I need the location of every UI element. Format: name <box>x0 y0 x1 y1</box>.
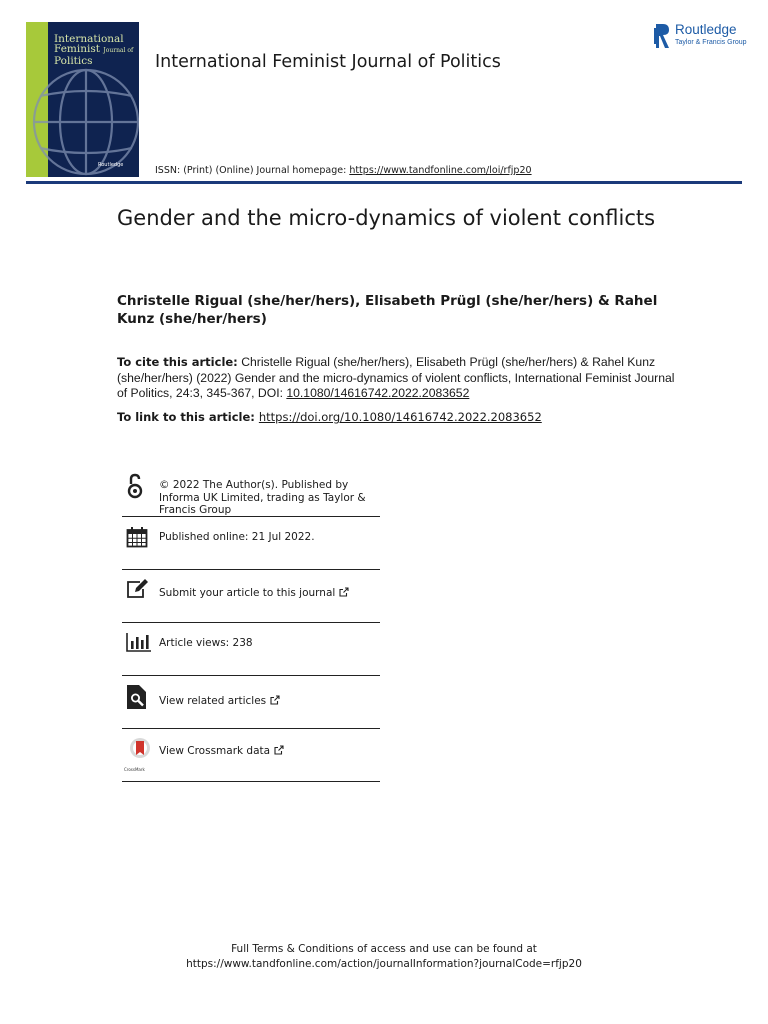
footer-line-1: Full Terms & Conditions of access and use can be found at <box>231 943 537 955</box>
cover-title: International Feminist Journal of Politics <box>54 33 134 67</box>
cite-text: Christelle Rigual (she/her/hers), Elisabeth Prügl (she/her/hers) & Rahel Kunz (she/her/hers) (2022) Gender and the micro-dynamics of violent conflicts, International Feminist Journal of Politics, 24:3, 345-367, DOI: <box>117 355 675 400</box>
crossmark-icon <box>126 737 154 765</box>
article-info-list <box>122 470 380 782</box>
article-views-text: Article views: 238 <box>159 637 253 649</box>
calendar-icon <box>126 526 148 548</box>
article-doi-link[interactable]: https://doi.org/10.1080/14616742.2022.2083652 <box>258 410 542 424</box>
link-label: To link to this article: <box>117 410 255 424</box>
external-link-icon <box>274 745 284 755</box>
external-link-icon <box>339 587 349 597</box>
header-divider <box>26 181 742 184</box>
external-link-icon <box>270 695 280 705</box>
document-search-icon <box>126 684 148 710</box>
article-link-line <box>117 410 677 424</box>
cite-label: To cite this article: <box>117 355 238 369</box>
open-access-row <box>122 470 380 517</box>
crossmark-row[interactable] <box>122 729 380 782</box>
issn-line <box>155 165 532 176</box>
cover-publisher-mark: Routledge <box>98 162 124 168</box>
journal-name: International Feminist Journal of Politics <box>155 52 501 72</box>
cite-doi-link[interactable]: 10.1080/14616742.2022.2083652 <box>286 386 470 400</box>
journal-homepage-link[interactable]: https://www.tandfonline.com/loi/rfjp20 <box>349 165 532 176</box>
published-text: Published online: 21 Jul 2022. <box>159 531 315 543</box>
article-title: Gender and the micro-dynamics of violent conflicts <box>117 206 656 230</box>
globe-graphic <box>26 62 139 177</box>
issn-text: ISSN: (Print) (Online) Journal homepage: <box>155 165 350 176</box>
open-access-icon <box>127 472 143 500</box>
footer-terms <box>0 942 768 972</box>
publisher-subtitle: Taylor & Francis Group <box>675 39 747 46</box>
open-access-text: © 2022 The Author(s). Published by Informa UK Limited, trading as Taylor & Francis Group <box>159 479 366 516</box>
crossmark-link[interactable]: View Crossmark data <box>159 745 381 758</box>
published-row <box>122 517 380 570</box>
footer-terms-link[interactable]: https://www.tandfonline.com/action/journalInformation?journalCode=rfjp20 <box>186 958 582 970</box>
related-articles-link[interactable]: View related articles <box>159 695 381 708</box>
publisher-name: Routledge <box>675 22 737 37</box>
journal-cover-image <box>26 22 139 177</box>
routledge-logo-icon <box>654 22 671 50</box>
bar-chart-icon <box>126 632 152 652</box>
citation-block <box>117 355 677 402</box>
article-authors: Christelle Rigual (she/her/hers), Elisabeth Prügl (she/her/hers) & Rahel Kunz (she/her/hers) <box>117 293 658 327</box>
crossmark-badge-text: CrossMark <box>124 767 145 772</box>
related-row[interactable] <box>122 676 380 729</box>
submit-row[interactable] <box>122 570 380 623</box>
edit-icon <box>126 578 150 600</box>
submit-article-link[interactable]: Submit your article to this journal <box>159 587 381 600</box>
publisher-logo[interactable] <box>654 22 746 50</box>
views-row <box>122 623 380 676</box>
